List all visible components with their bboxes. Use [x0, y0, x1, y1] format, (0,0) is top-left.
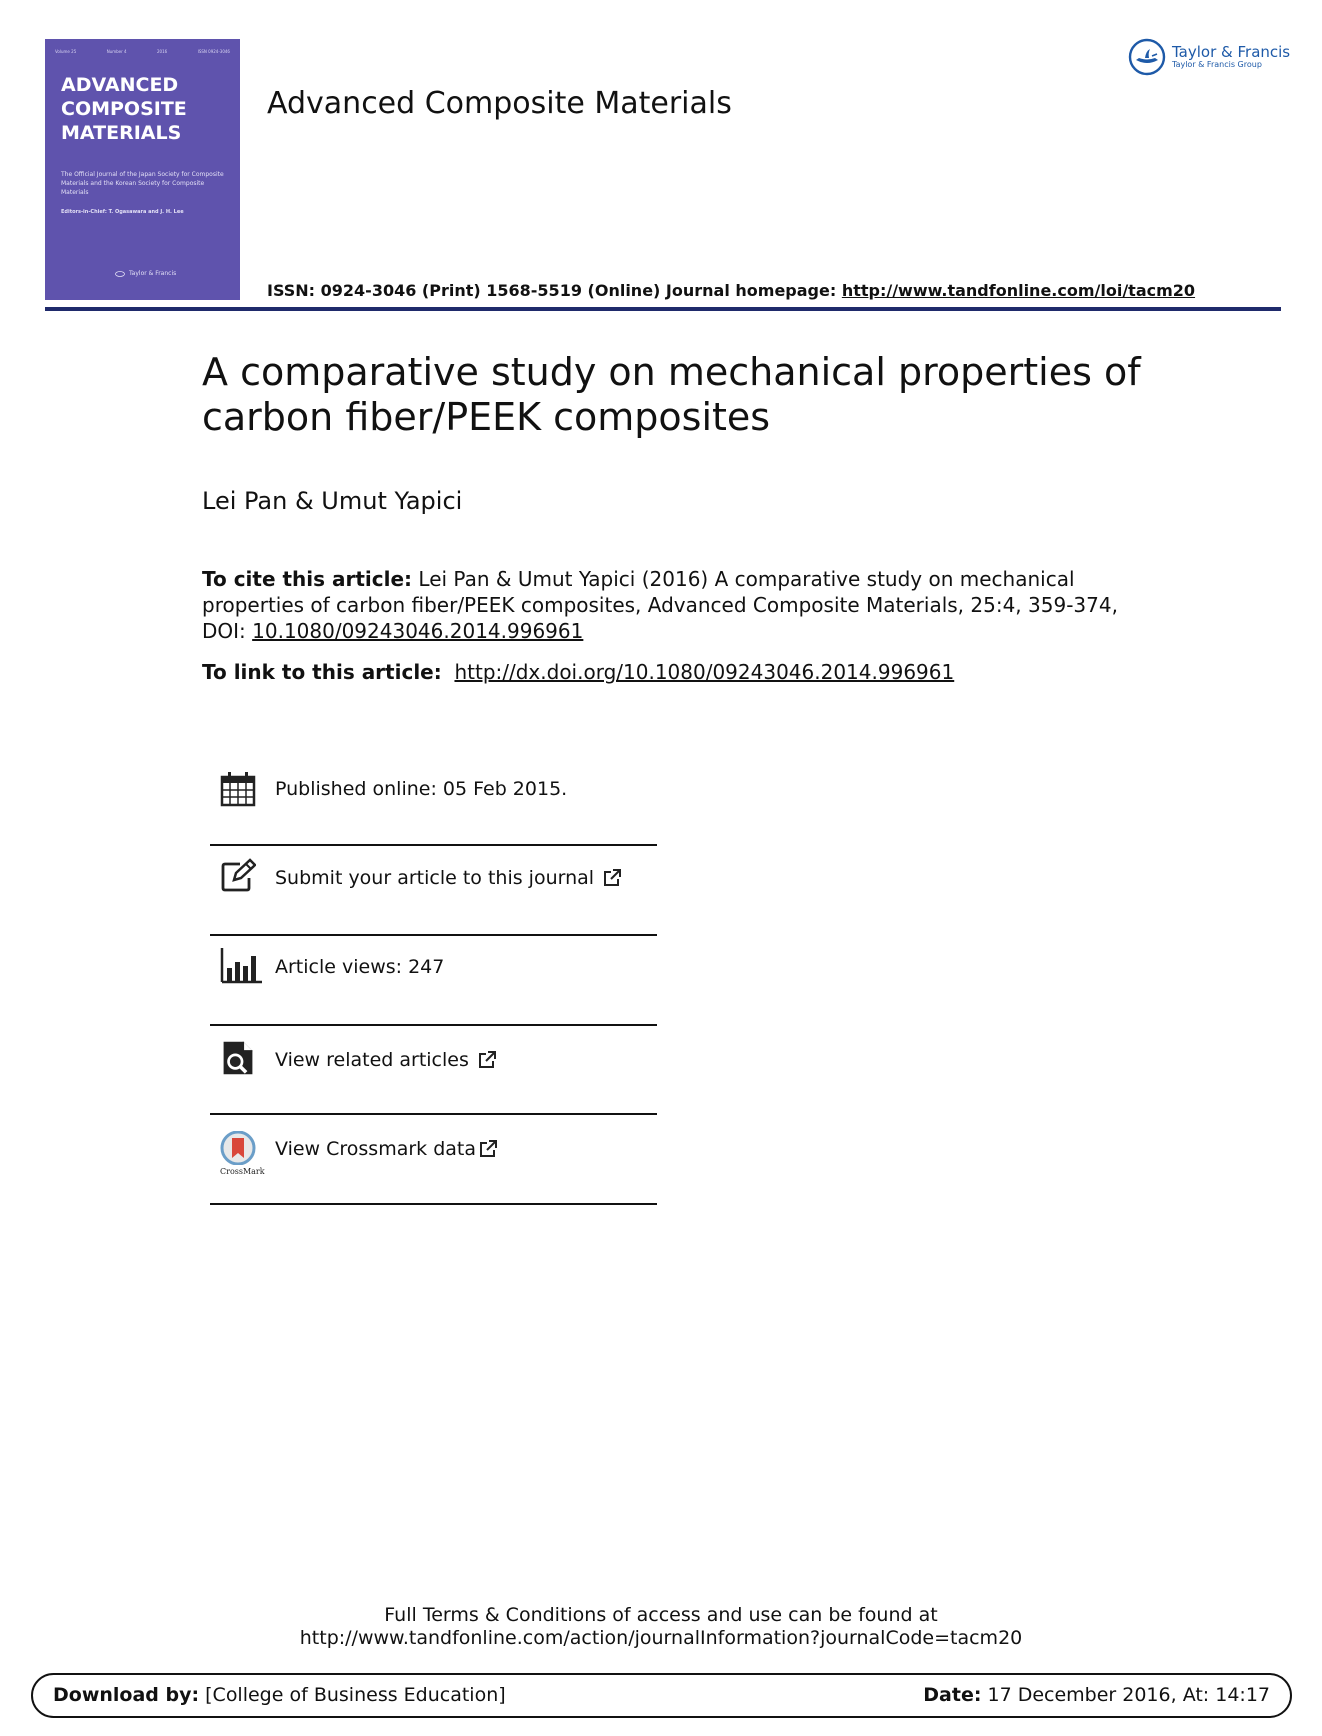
journal-title: Advanced Composite Materials — [267, 86, 732, 121]
download-by: Download by: [College of Business Education] — [53, 1684, 506, 1706]
article-title: A comparative study on mechanical properties of carbon fiber/PEEK composites — [202, 350, 1141, 439]
taylor-francis-lamp-icon — [1128, 38, 1166, 76]
article-info-list — [210, 760, 657, 1205]
article-link-line: To link to this article: http://dx.doi.org/10.1080/09243046.2014.996961 — [202, 660, 955, 684]
publisher-name: Taylor & Francis — [1172, 43, 1291, 61]
cover-title: ADVANCED COMPOSITE MATERIALS — [61, 74, 187, 144]
search-document-icon — [220, 1040, 256, 1076]
article-authors: Lei Pan & Umut Yapici — [202, 487, 463, 515]
crossmark-caption: CrossMark — [220, 1167, 265, 1176]
cover-publisher: Taylor & Francis — [115, 269, 205, 277]
article-doi-url[interactable]: http://dx.doi.org/10.1080/09243046.2014.996961 — [454, 660, 955, 684]
external-link-icon[interactable] — [602, 868, 622, 888]
published-online-row — [210, 760, 657, 846]
bar-chart-icon — [220, 948, 262, 984]
download-date: Date: 17 December 2016, At: 14:17 — [923, 1684, 1270, 1706]
edit-icon — [220, 858, 256, 894]
journal-homepage-link[interactable]: http://www.tandfonline.com/loi/tacm20 — [841, 281, 1196, 300]
cover-subtitle: The Official Journal of the Japan Society for Composite Materials and the Korean Society for Composite Materials — [61, 171, 224, 196]
external-link-icon[interactable] — [477, 1050, 497, 1070]
crossmark-icon — [220, 1131, 256, 1165]
terms-url[interactable]: http://www.tandfonline.com/action/journalInformation?journalCode=tacm20 — [299, 1627, 1023, 1649]
cover-issue-info: Volume 25 Number 4 2016 ISSN 0924-3046 — [55, 49, 230, 54]
crossmark-row[interactable] — [210, 1115, 657, 1205]
published-online-label: Published online: 05 Feb 2015. — [275, 778, 568, 800]
external-link-icon[interactable] — [478, 1139, 498, 1159]
publisher-group: Taylor & Francis Group — [1172, 60, 1262, 69]
article-views-row — [210, 936, 657, 1026]
related-articles-link[interactable]: View related articles — [275, 1049, 469, 1071]
related-articles-row[interactable] — [210, 1026, 657, 1115]
taylor-francis-lamp-icon — [115, 269, 125, 277]
download-footer — [31, 1673, 1292, 1718]
article-views-label: Article views: 247 — [275, 956, 445, 978]
citation: To cite this article: Lei Pan & Umut Yapici (2016) A comparative study on mechanical properties of carbon fiber/PEEK composites, Advanced Composite Materials, 25:4, 359-374, DOI: 10.1080/09243046.2014.996961 — [202, 567, 1118, 643]
doi-link[interactable]: 10.1080/09243046.2014.996961 — [252, 619, 584, 643]
journal-cover — [45, 39, 240, 300]
calendar-icon — [220, 771, 256, 807]
crossmark-link[interactable]: View Crossmark data — [275, 1138, 477, 1160]
publisher-logo — [1128, 38, 1290, 76]
terms-and-conditions: Full Terms & Conditions of access and use can be found at http://www.tandfonline.com/action/journalInformation?journalCode=tacm20 — [0, 1604, 1322, 1650]
submit-article-row[interactable] — [210, 846, 657, 936]
issn-line: ISSN: 0924-3046 (Print) 1568-5519 (Online) Journal homepage: http://www.tandfonline.com/loi/tacm20 — [267, 281, 1196, 300]
header-rule — [45, 307, 1281, 311]
submit-article-link[interactable]: Submit your article to this journal — [275, 867, 595, 889]
cover-editors: Editors-in-Chief: T. Ogasawara and J. H. Lee — [61, 209, 184, 215]
